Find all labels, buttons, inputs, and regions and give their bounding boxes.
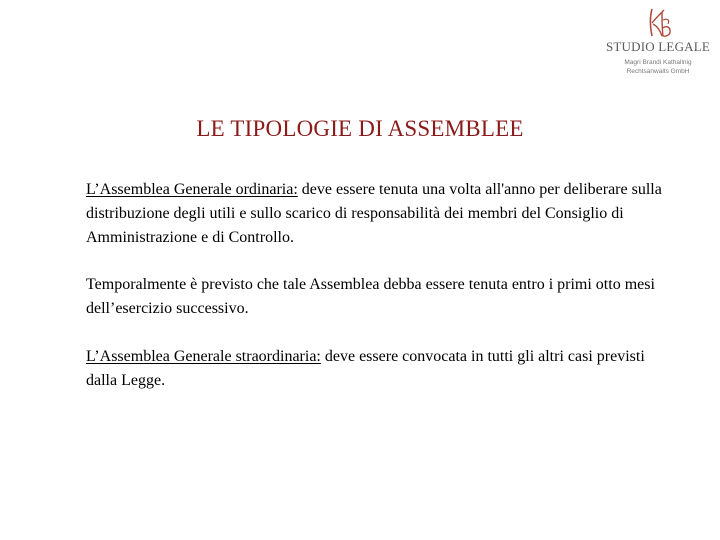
paragraph-straordinaria xyxy=(86,345,666,393)
studio-logo xyxy=(600,6,716,78)
monogram-icon xyxy=(640,6,680,42)
paragraph-ordinaria xyxy=(86,178,666,250)
paragraph-lead: L’Assemblea Generale ordinaria: xyxy=(86,181,298,198)
paragraph-text: Temporalmente è previsto che tale Assemblea debba essere tenuta entro i primi otto mesi dell’esercizio successivo. xyxy=(86,276,655,317)
logo-subtitle-line2: Rechtsanwalts GmbH xyxy=(626,68,690,75)
paragraph-lead: L’Assemblea Generale straordinaria: xyxy=(86,348,321,365)
logo-subtitle-line1: Magri Brandi Kathallnig xyxy=(624,59,692,66)
paragraph-text: deve essere convocata in tutti gli altri casi previsti dalla Legge. xyxy=(86,348,645,389)
slide-title: LE TIPOLOGIE DI ASSEMBLEE xyxy=(196,116,524,141)
logo-name: STUDIO LEGALE xyxy=(605,39,711,54)
paragraph-text: deve essere tenuta una volta all'anno per deliberare sulla distribuzione degli utili e sullo scarico di responsabilità dei membri del Consiglio di Amministrazione e di Controllo. xyxy=(86,181,662,246)
paragraph-temporalmente xyxy=(86,273,666,321)
